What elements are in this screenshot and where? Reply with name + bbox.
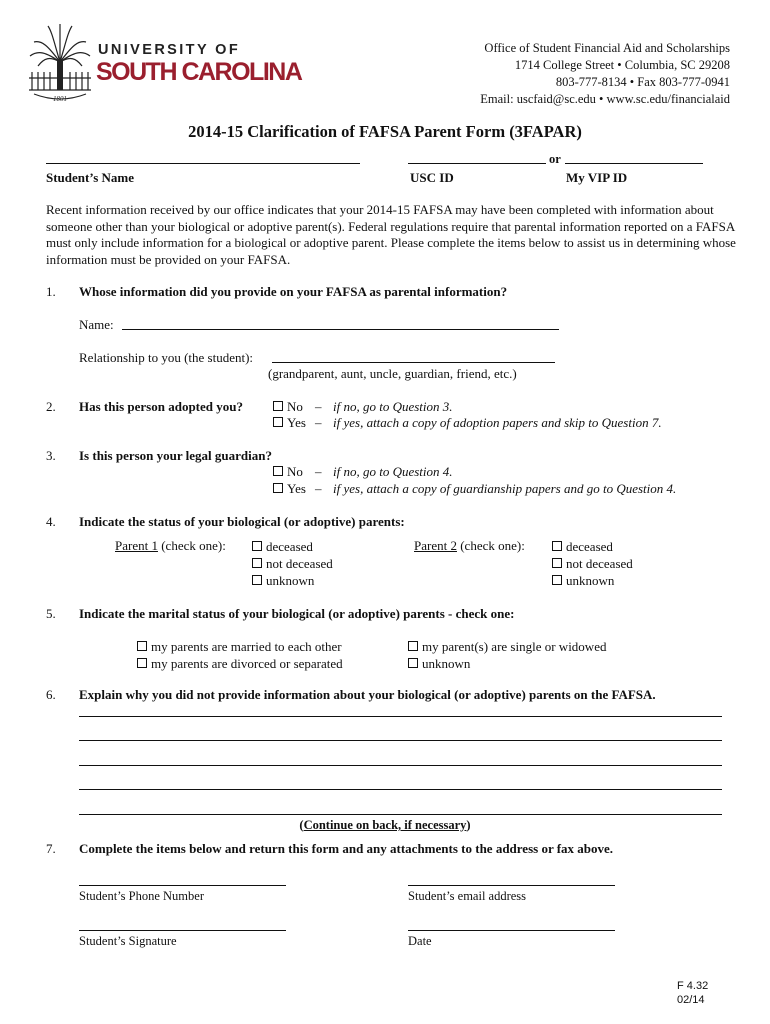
- q3-option-yes[interactable]: Yes: [273, 481, 306, 497]
- office-name: Office of Student Financial Aid and Scholarships: [484, 41, 730, 55]
- q2-yes-note: if yes, attach a copy of adoption papers and skip to Question 7.: [333, 415, 662, 430]
- q3-number: 3.: [46, 448, 56, 463]
- checkbox-icon[interactable]: [408, 641, 418, 651]
- email-line[interactable]: [408, 885, 615, 886]
- q4-p2-not-deceased[interactable]: not deceased: [552, 555, 633, 572]
- logo-text-line1: UNIVERSITY OF: [98, 42, 241, 58]
- office-email: Email: uscfaid@sc.edu • www.sc.edu/financialaid: [480, 92, 730, 106]
- revision-date: 02/14: [677, 994, 705, 1006]
- q3-no-dash: –: [315, 464, 322, 479]
- q5-options-right: [408, 638, 606, 672]
- q4-parent1-options: [252, 538, 333, 589]
- q2-no-note: if no, go to Question 3.: [333, 399, 453, 414]
- q3-option-no[interactable]: No: [273, 464, 303, 480]
- q4-text: Indicate the status of your biological (or adoptive) parents:: [79, 514, 405, 529]
- q3-yes-note: if yes, attach a copy of guardianship papers and go to Question 4.: [333, 481, 677, 496]
- vip-id-line[interactable]: [565, 163, 703, 164]
- form-number-block: [677, 979, 708, 1007]
- logo-text-line2: SOUTH CAROLINA: [96, 58, 302, 86]
- checkbox-icon[interactable]: [408, 658, 418, 668]
- q2-yes-dash: –: [315, 415, 322, 430]
- q4-parent2-options: [552, 538, 633, 589]
- date-line[interactable]: [408, 930, 615, 931]
- palmetto-seal-icon: [26, 22, 94, 102]
- q5-text: Indicate the marital status of your biological (or adoptive) parents - check one:: [79, 606, 515, 621]
- checkbox-icon[interactable]: [552, 541, 562, 551]
- usc-id-label: USC ID: [410, 170, 454, 185]
- q5-option-single[interactable]: my parent(s) are single or widowed: [408, 638, 606, 655]
- usc-id-line[interactable]: [408, 163, 546, 164]
- q2-number: 2.: [46, 399, 56, 414]
- q3-yes-dash: –: [315, 481, 322, 496]
- office-street: 1714 College Street • Columbia, SC 29208: [514, 58, 730, 72]
- q1-text: Whose information did you provide on your FAFSA as parental information?: [79, 284, 508, 299]
- vip-id-label: My VIP ID: [566, 170, 628, 185]
- email-label: Student’s email address: [408, 889, 527, 903]
- checkbox-icon[interactable]: [252, 558, 262, 568]
- q5-option-married[interactable]: my parents are married to each other: [137, 638, 343, 655]
- checkbox-icon[interactable]: [552, 575, 562, 585]
- svg-text:1801: 1801: [53, 95, 67, 102]
- q5-options-left: [137, 638, 343, 672]
- office-address-block: [480, 40, 730, 108]
- q3-text: Is this person your legal guardian?: [79, 448, 272, 463]
- q4-p1-not-deceased[interactable]: not deceased: [252, 555, 333, 572]
- student-name-line[interactable]: [46, 163, 360, 164]
- q7-text: Complete the items below and return this form and any attachments to the address or fax above.: [79, 841, 614, 856]
- q5-option-divorced[interactable]: my parents are divorced or separated: [137, 655, 343, 672]
- q6-answer-line[interactable]: [79, 740, 722, 741]
- checkbox-icon[interactable]: [252, 541, 262, 551]
- checkbox-icon[interactable]: [273, 466, 283, 476]
- q6-number: 6.: [46, 687, 56, 702]
- q5-number: 5.: [46, 606, 56, 621]
- q6-answer-line[interactable]: [79, 716, 722, 717]
- q1-name-label: Name:: [79, 317, 114, 332]
- checkbox-icon[interactable]: [252, 575, 262, 585]
- q4-number: 4.: [46, 514, 56, 529]
- q4-p1-deceased[interactable]: deceased: [252, 538, 333, 555]
- q6-answer-line[interactable]: [79, 789, 722, 790]
- or-label: or: [549, 152, 561, 166]
- q2-option-no[interactable]: No: [273, 399, 303, 415]
- phone-line[interactable]: [79, 885, 286, 886]
- q2-option-yes[interactable]: Yes: [273, 415, 306, 431]
- date-label: Date: [408, 934, 432, 948]
- checkbox-icon[interactable]: [273, 417, 283, 427]
- checkbox-icon[interactable]: [273, 483, 283, 493]
- checkbox-icon[interactable]: [273, 401, 283, 411]
- student-name-label: Student’s Name: [46, 170, 134, 185]
- form-number: F 4.32: [677, 980, 709, 992]
- continue-note: (Continue on back, if necessary): [299, 818, 471, 832]
- q4-p2-deceased[interactable]: deceased: [552, 538, 633, 555]
- q4-parent1-label: Parent 1 (check one):: [115, 538, 226, 553]
- q2-no-dash: –: [315, 399, 322, 414]
- q6-answer-line[interactable]: [79, 765, 722, 766]
- q2-text: Has this person adopted you?: [79, 399, 243, 414]
- q1-relationship-label: Relationship to you (the student):: [79, 350, 254, 365]
- checkbox-icon[interactable]: [137, 641, 147, 651]
- q1-name-line[interactable]: [122, 329, 559, 330]
- signature-label: Student’s Signature: [79, 934, 177, 948]
- signature-line[interactable]: [79, 930, 286, 931]
- intro-paragraph: Recent information received by our office indicates that your 2014-15 FAFSA may have been completed with information about someone other than your biological or adoptive parent(s). Federal regulations require that parental information reported on a FAFSA must only include information for a biological or adoptive parent. Please complete the items below to assist us in determining whose information must be provided on your FAFSA.: [46, 202, 736, 267]
- q4-p1-unknown[interactable]: unknown: [252, 572, 333, 589]
- form-title: 2014-15 Clarification of FAFSA Parent Form (3FAPAR): [188, 122, 582, 141]
- q3-no-note: if no, go to Question 4.: [333, 464, 453, 479]
- q5-option-unknown[interactable]: unknown: [408, 655, 606, 672]
- q1-relationship-line[interactable]: [272, 362, 555, 363]
- q1-relationship-hint: (grandparent, aunt, uncle, guardian, friend, etc.): [268, 366, 517, 381]
- q6-answer-line[interactable]: [79, 814, 722, 815]
- q4-parent2-label: Parent 2 (check one):: [414, 538, 525, 553]
- q6-text: Explain why you did not provide information about your biological (or adoptive) parents on the FAFSA.: [79, 687, 656, 702]
- office-phone: 803-777-8134 • Fax 803-777-0941: [555, 75, 730, 89]
- checkbox-icon[interactable]: [552, 558, 562, 568]
- checkbox-icon[interactable]: [137, 658, 147, 668]
- phone-label: Student’s Phone Number: [79, 889, 204, 903]
- usc-logo: [26, 22, 326, 104]
- q1-number: 1.: [46, 284, 56, 299]
- q4-p2-unknown[interactable]: unknown: [552, 572, 633, 589]
- q7-number: 7.: [46, 841, 56, 856]
